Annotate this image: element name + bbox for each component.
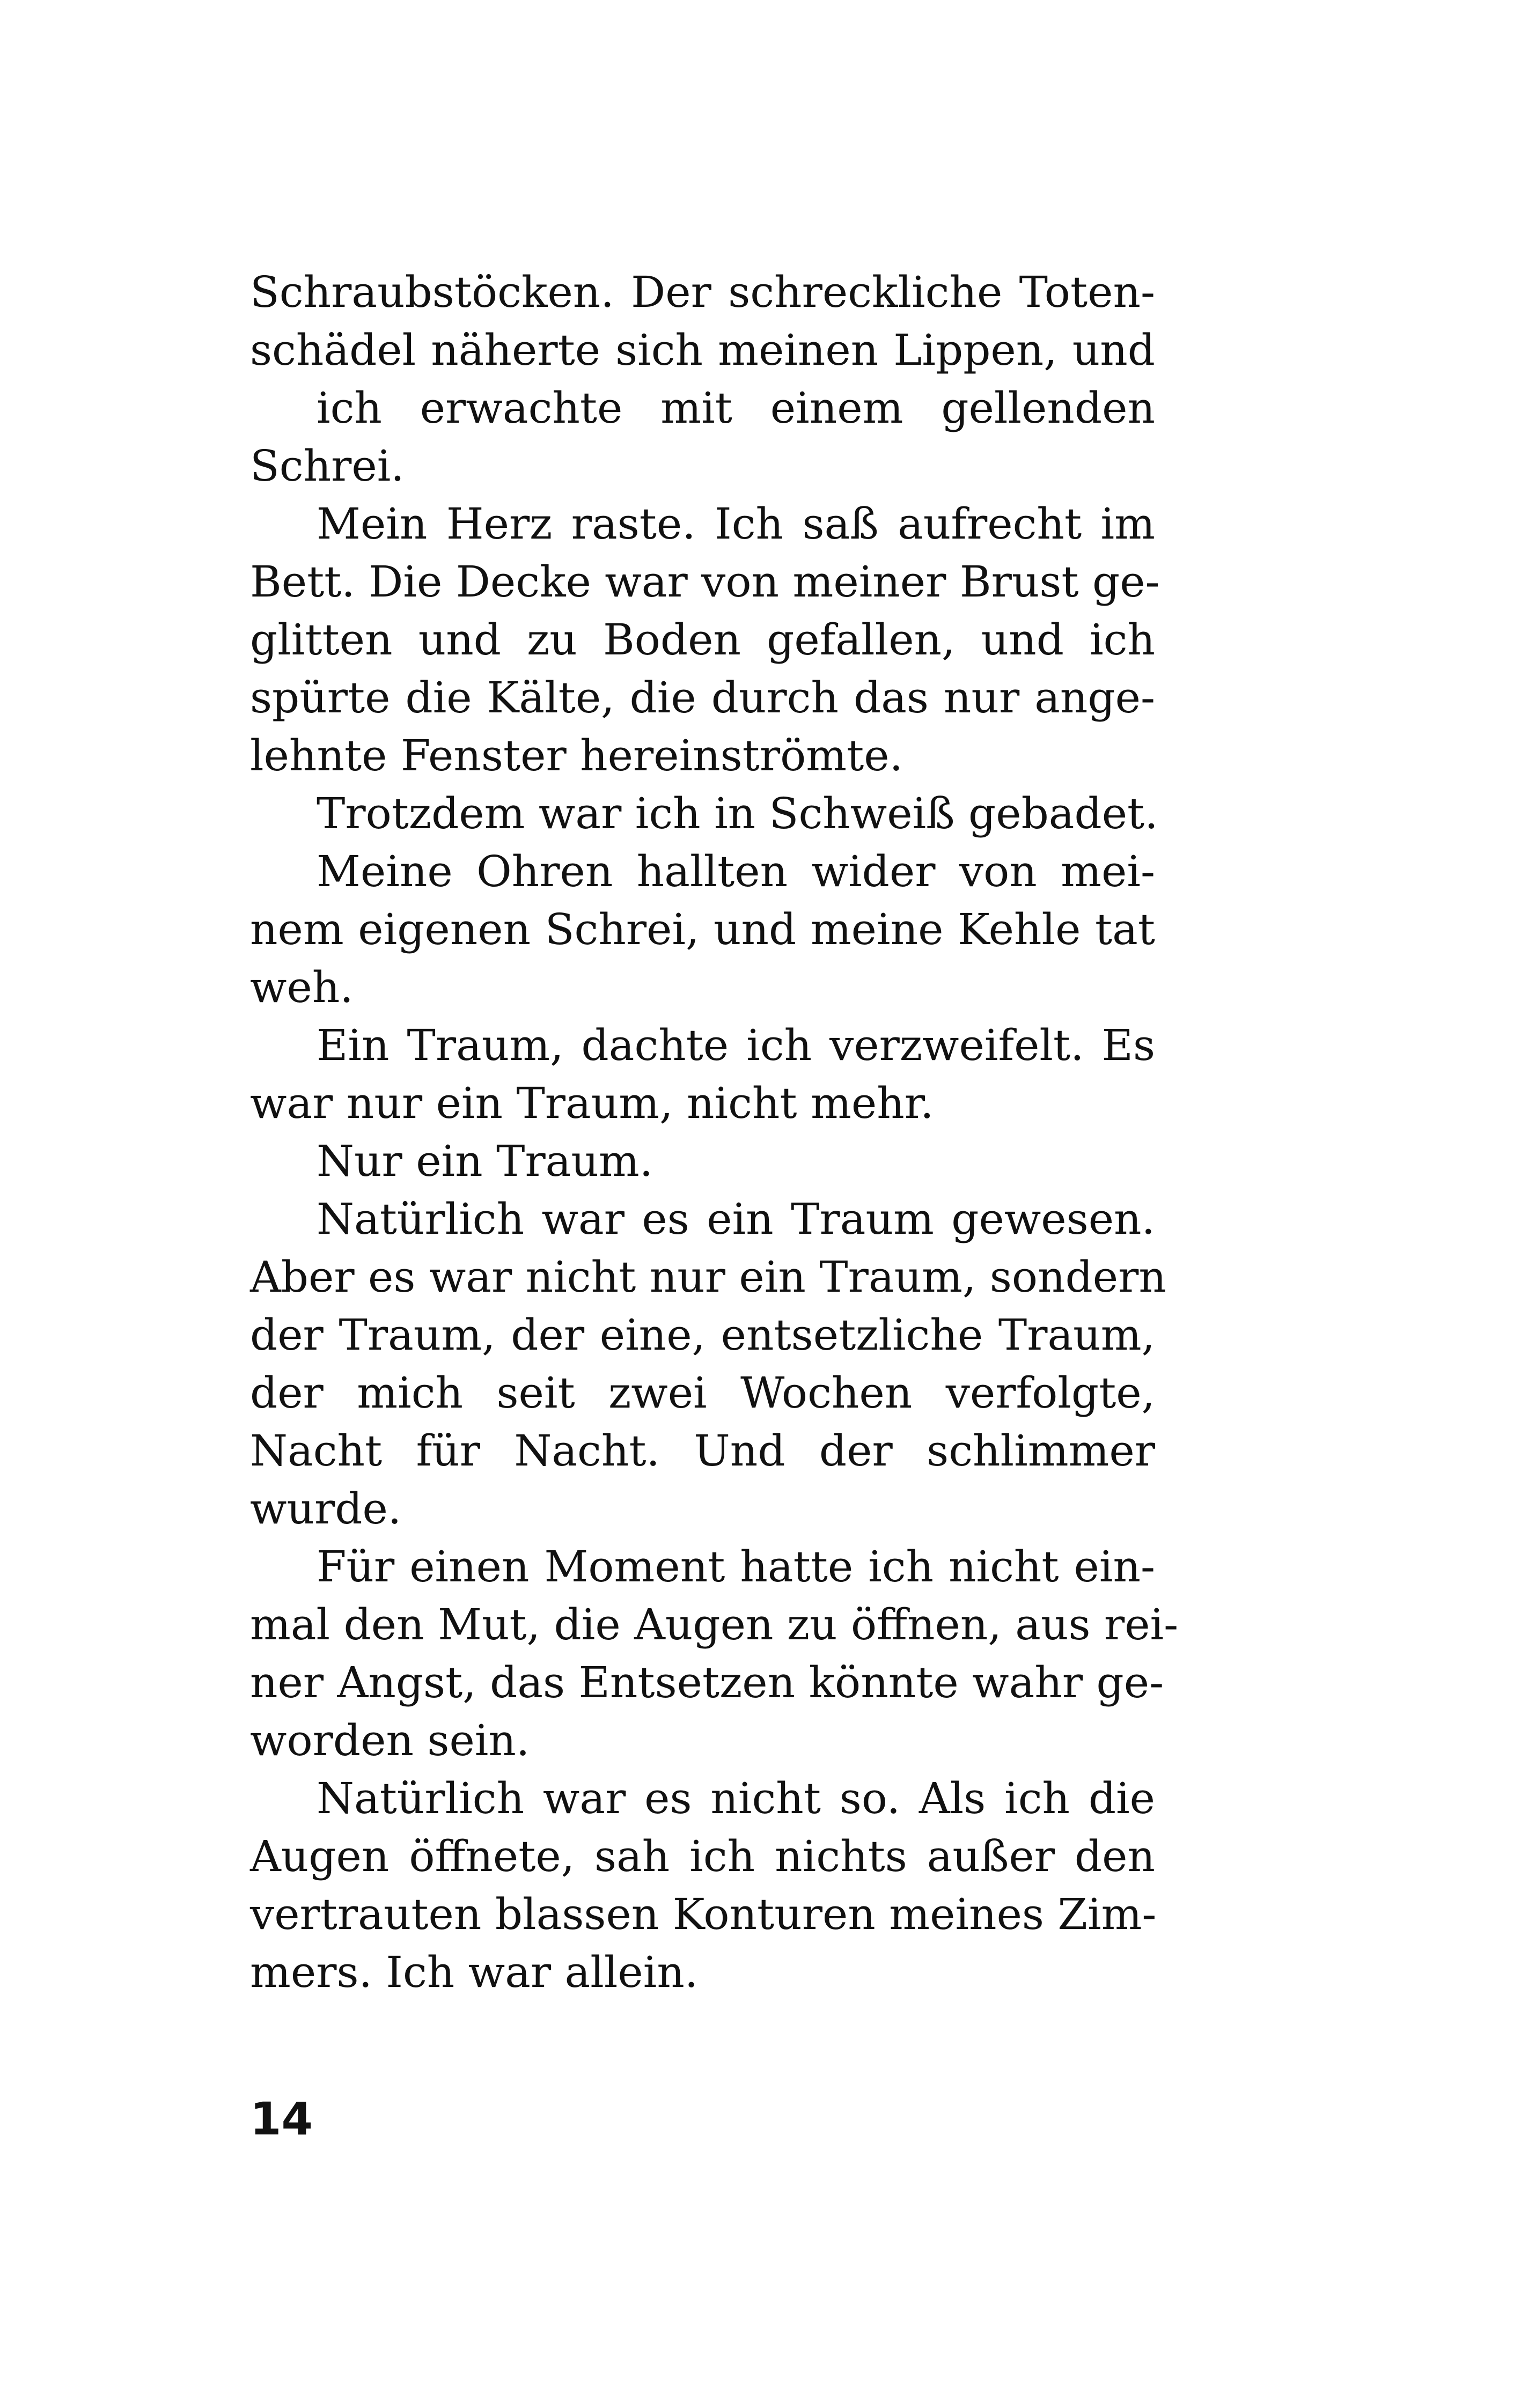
text-line: Schrei.: [250, 441, 405, 491]
body-text: [250, 263, 1179, 2001]
page-number: 14: [250, 2093, 313, 2145]
text-line: der Traum, der eine, entsetzliche Traum,: [250, 1310, 1155, 1360]
text-line: vertrauten blassen Konturen meines Zim-: [250, 1889, 1157, 1939]
text-line: mal den Mut, die Augen zu öffnen, aus rei-: [250, 1600, 1179, 1649]
text-line: Natürlich war es ein Traum gewesen.: [317, 1194, 1155, 1244]
text-line: wurde.: [250, 1484, 402, 1534]
text-line: Für einen Moment hatte ich nicht ein-: [317, 1542, 1155, 1592]
text-line: Aber es war nicht nur ein Traum, sondern: [250, 1252, 1166, 1302]
text-line: ner Angst, das Entsetzen könnte wahr ge-: [250, 1658, 1164, 1707]
text-line: Augen öffnete, sah ich nichts außer den: [250, 1831, 1155, 1881]
text-line: nem eigenen Schrei, und meine Kehle tat: [250, 904, 1155, 954]
text-line: Ein Traum, dachte ich verzweifelt. Es: [317, 1020, 1155, 1070]
text-line: weh.: [250, 962, 354, 1012]
text-line: worden sein.: [250, 1715, 530, 1765]
text-line: mers. Ich war allein.: [250, 1947, 699, 1997]
text-line: Nur ein Traum.: [317, 1136, 653, 1186]
text-line: spürte die Kälte, die durch das nur ange-: [250, 673, 1155, 723]
text-line: Bett. Die Decke war von meiner Brust ge-: [250, 557, 1160, 607]
text-line: schädel näherte sich meinen Lippen, und: [250, 325, 1155, 375]
text-line: war nur ein Traum, nicht mehr.: [250, 1078, 934, 1128]
text-line: glitten und zu Boden gefallen, und ich: [250, 615, 1155, 665]
text-line: der mich seit zwei Wochen verfolgte,: [250, 1368, 1155, 1418]
text-line: Meine Ohren hallten wider von mei-: [317, 846, 1155, 896]
text-line: Nacht für Nacht. Und der schlimmer: [250, 1426, 1155, 1476]
text-line: Schraubstöcken. Der schreckliche Toten-: [250, 267, 1155, 317]
text-line: lehnte Fenster hereinströmte.: [250, 731, 903, 780]
text-line: Mein Herz raste. Ich saß aufrecht im: [317, 499, 1155, 549]
text-line: ich erwachte mit einem gellenden: [317, 383, 1155, 433]
text-line: Natürlich war es nicht so. Als ich die: [317, 1773, 1155, 1823]
text-line: Trotzdem war ich in Schweiß gebadet.: [317, 789, 1158, 838]
